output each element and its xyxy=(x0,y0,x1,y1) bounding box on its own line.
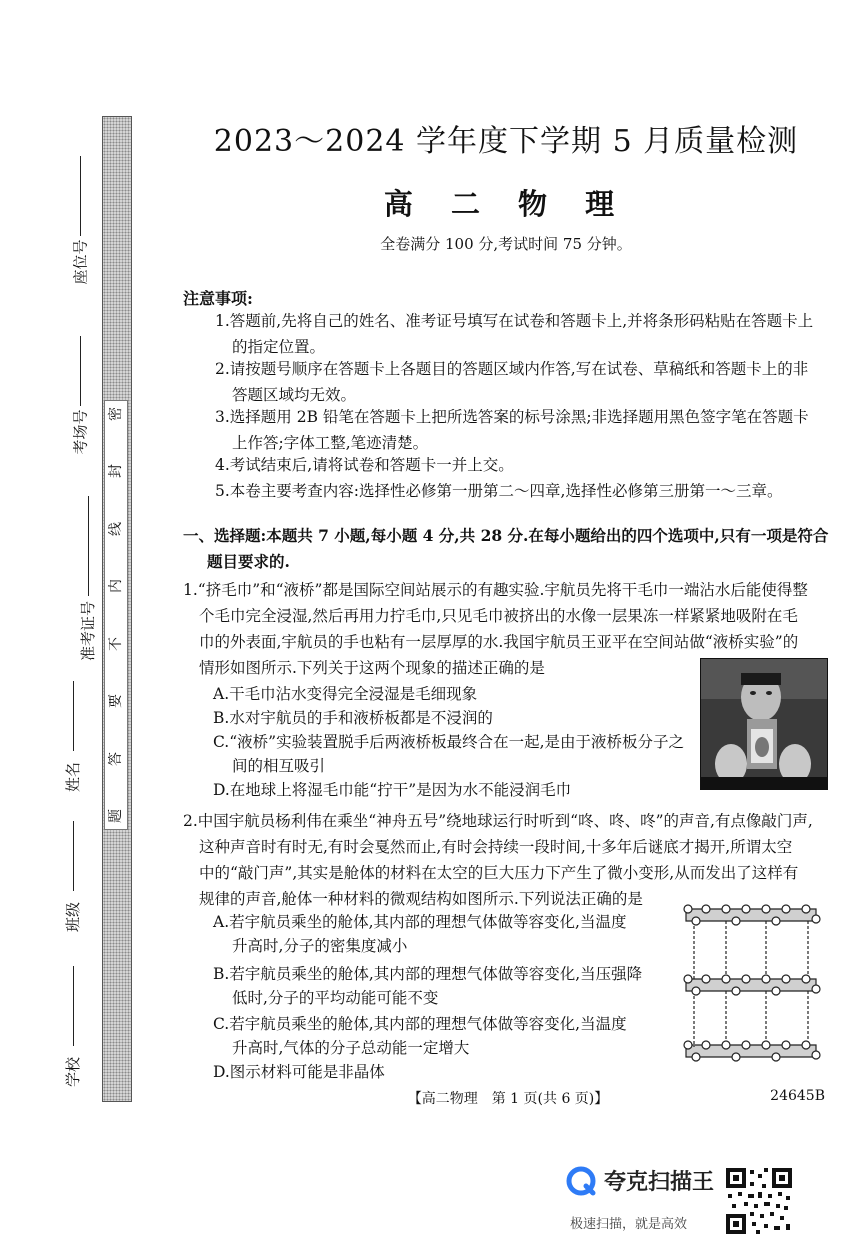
q2-option-c-cont: 升高时,气体的分子总动能一定增大 xyxy=(232,1039,470,1057)
seal-char: 封 xyxy=(108,464,124,479)
fill-line xyxy=(80,336,81,406)
name-field[interactable] xyxy=(58,675,88,803)
notice-line: 的指定位置。 xyxy=(232,338,326,356)
q2-option-d: D.图示材料可能是非晶体 xyxy=(213,1063,385,1081)
brand-slogan: 极速扫描，就是高效 xyxy=(570,1217,688,1232)
q2-option-a-cont: 升高时,分子的密集度减小 xyxy=(232,937,408,955)
school-field[interactable] xyxy=(58,960,88,1098)
field-label: 班级 xyxy=(64,901,83,933)
question-line: 巾的外表面,宇航员的手也粘有一层厚厚的水.我国宇航员王亚平在空间站做“液桥实验”的 xyxy=(199,633,799,651)
notice-line: 1.答题前,先将自己的姓名、准考证号填写在试卷和答题卡上,并将条形码粘贴在答题卡上 xyxy=(215,312,814,330)
seal-char: 内 xyxy=(108,579,124,594)
q2-option-a: A.若宇航员乘坐的舱体,其内部的理想气体做等容变化,当温度 xyxy=(213,913,627,931)
field-label: 座位号 xyxy=(71,239,90,285)
question-line: 这种声音时有时无,有时会戛然而止,有时会持续一段时间,十多年后谜底才揭开,所谓太空 xyxy=(199,838,793,856)
qr-code-icon xyxy=(724,1166,794,1236)
field-label: 学校 xyxy=(64,1056,83,1088)
question-line: 1.“挤毛巾”和“液桥”都是国际空间站展示的有趣实验.宇航员先将干毛巾一端沾水后能使得整 xyxy=(183,581,808,599)
seat-number-field[interactable] xyxy=(58,150,103,288)
exam-title: 2023～2024 学年度下学期 5 月质量检测 xyxy=(213,124,799,159)
section-heading xyxy=(183,523,833,575)
fill-line xyxy=(73,821,74,891)
seal-char: 要 xyxy=(108,694,124,709)
section-heading-line: 题目要求的. xyxy=(207,552,290,571)
liquid-bridge-photo xyxy=(700,658,828,790)
seal-char: 密 xyxy=(108,407,124,421)
q1-option-a: A.干毛巾沾水变得完全浸湿是毛细现象 xyxy=(213,685,478,703)
notice-line: 上作答;字体工整,笔迹清楚。 xyxy=(232,434,429,452)
page-number: 【高二物理 第 1 页(共 6 页)】 xyxy=(407,1091,609,1107)
paper-code: 24645B xyxy=(770,1088,825,1104)
fill-line xyxy=(73,966,74,1046)
question-line: 情形如图所示.下列关于这两个现象的描述正确的是 xyxy=(199,659,545,677)
notice-line: 答题区域均无效。 xyxy=(232,386,357,404)
score-info: 全卷满分 100 分,考试时间 75 分钟。 xyxy=(380,235,632,253)
notice-line: 5.本卷主要考查内容:选择性必修第一册第二～四章,选择性必修第三册第一～三章。 xyxy=(215,482,783,500)
field-label: 考场号 xyxy=(71,409,90,455)
question-line: 中的“敲门声”,其实是舱体的材料在太空的巨大压力下产生了微小变形,从而发出了这样有 xyxy=(199,864,799,882)
scanner-logo-icon xyxy=(566,1166,596,1196)
q1-option-d: D.在地球上将湿毛巾能“拧干”是因为水不能浸润毛巾 xyxy=(213,781,572,799)
seal-char: 题 xyxy=(108,808,124,823)
q1-option-c: C.“液桥”实验装置脱手后两液桥板最终合在一起,是由于液桥板分子之 xyxy=(213,733,685,751)
lattice-structure-figure xyxy=(676,893,826,1063)
seal-char: 不 xyxy=(108,636,124,651)
exam-room-field[interactable] xyxy=(58,330,103,458)
brand-name: 夸克扫描王 xyxy=(604,1170,715,1195)
subject-title: 高 二 物 理 xyxy=(383,187,629,221)
section-heading-line: 一、选择题:本题共 7 小题,每小题 4 分,共 28 分.在每小题给出的四个选项中,只有一项是符合 xyxy=(183,526,829,545)
notice-heading: 注意事项: xyxy=(183,289,253,308)
seal-char: 线 xyxy=(108,521,124,536)
question-line: 个毛巾完全浸湿,然后再用力拧毛巾,只见毛巾被挤出的水像一层果冻一样紧紧地吸附在毛 xyxy=(199,607,798,625)
question-line: 2.中国宇航员杨利伟在乘坐“神舟五号”绕地球运行时听到“咚、咚、咚”的声音,有点像敲门声, xyxy=(183,812,813,830)
field-label: 姓名 xyxy=(64,761,83,793)
field-label: 准考证号 xyxy=(79,600,98,662)
q1-option-b: B.水对宇航员的手和液桥板都是不浸润的 xyxy=(213,709,493,727)
notice-line: 2.请按题号顺序在答题卡上各题目的答题区域内作答,写在试卷、草稿纸和答题卡上的非 xyxy=(215,360,809,378)
question-line: 规律的声音,舱体一种材料的微观结构如图所示.下列说法正确的是 xyxy=(199,890,643,908)
fill-line xyxy=(80,156,81,236)
notice-line: 3.选择题用 2B 铅笔在答题卡上把所选答案的标号涂黑;非选择题用黑色签字笔在答题卡 xyxy=(215,408,809,426)
admission-number-field[interactable] xyxy=(58,490,118,666)
fill-line xyxy=(88,496,89,596)
scanner-brand xyxy=(566,1165,714,1196)
class-field[interactable] xyxy=(58,815,88,943)
q2-option-b-cont: 低时,分子的平均动能可能不变 xyxy=(232,989,439,1007)
q2-option-c: C.若宇航员乘坐的舱体,其内部的理想气体做等容变化,当温度 xyxy=(213,1015,627,1033)
notice-line: 4.考试结束后,请将试卷和答题卡一并上交。 xyxy=(215,456,514,474)
seal-char: 答 xyxy=(108,751,124,766)
q2-option-b: B.若宇航员乘坐的舱体,其内部的理想气体做等容变化,当压强降 xyxy=(213,965,643,983)
fill-line xyxy=(73,681,74,751)
q1-option-c-cont: 间的相互吸引 xyxy=(232,757,326,775)
